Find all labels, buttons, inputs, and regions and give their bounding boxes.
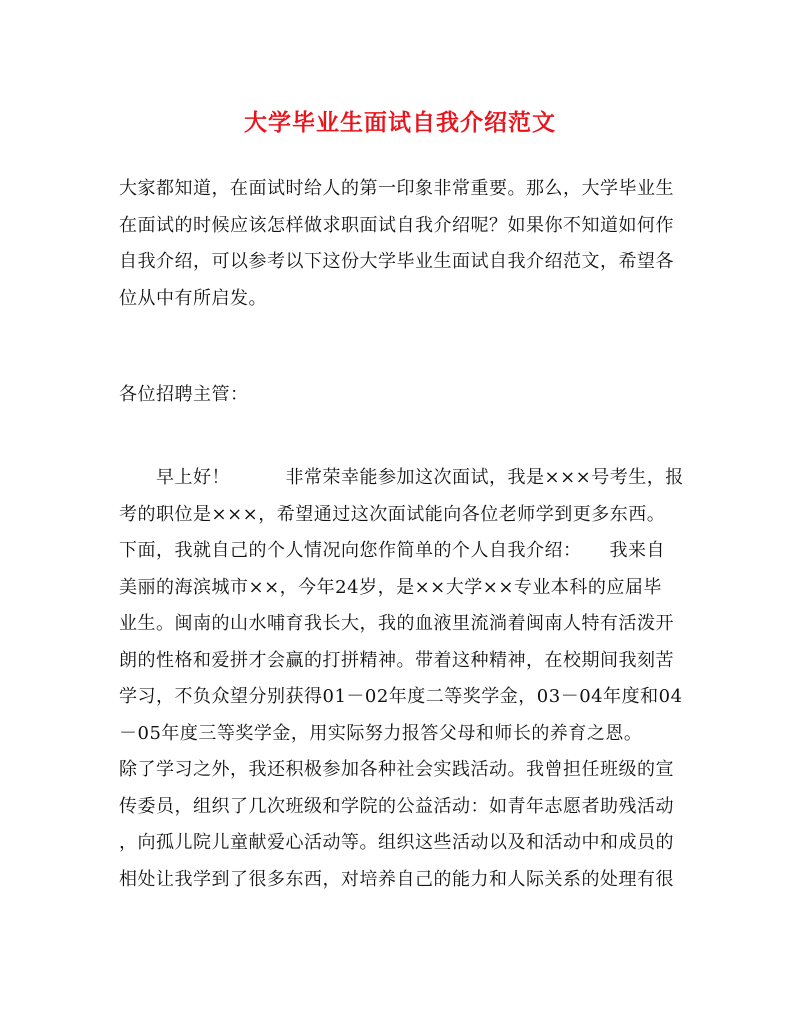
body-line: 学习，不负众望分别获得01－02年度二等奖学金，03－04年度和04 [119, 686, 683, 707]
body-line: 相处让我学到了很多东西，对培养自己的能力和人际关系的处理有很 [119, 868, 674, 890]
intro-line: 在面试的时候应该怎样做求职面试自我介绍呢？如果你不知道如何作 [119, 214, 674, 236]
intro-line: 位从中有所启发。 [119, 287, 267, 309]
intro-line: 自我介绍，可以参考以下这份大学毕业生面试自我介绍范文，希望各 [119, 251, 674, 272]
intro-line: 大家都知道，在面试时给人的第一印象非常重要。那么，大学毕业生 [119, 178, 674, 199]
salutation: 各位招聘主管： [119, 384, 249, 405]
body-line: 下面，我就自己的个人情况向您作简单的个人自我介绍： 我来自 [119, 540, 665, 561]
body-line: ，向孤儿院儿童献爱心活动等。组织这些活动以及和活动中和成员的 [119, 832, 674, 853]
salutation-paragraph [119, 377, 689, 414]
body-paragraph [119, 460, 689, 898]
body-line: －05年度三等奖学金，用实际努力报答父母和师长的养育之恩。 [119, 722, 643, 744]
body-line: 除了学习之外，我还积极参加各种社会实践活动。我曾担任班级的宣 [119, 759, 674, 780]
body-line: 朗的性格和爱拼才会赢的打拼精神。带着这种精神，在校期间我刻苦 [119, 649, 674, 671]
body-line: 美丽的海滨城市××，今年24岁，是××大学××专业本科的应届毕 [119, 576, 662, 598]
body-line: 业生。闽南的山水哺育我长大，我的血液里流淌着闽南人特有活泼开 [119, 613, 674, 634]
document-title: 大学毕业生面试自我介绍范文 [244, 109, 556, 136]
body-line: 早上好！ 非常荣幸能参加这次面试，我是×××号考生，报 [119, 467, 684, 488]
body-line: 传委员，组织了几次班级和学院的公益活动：如青年志愿者助残活动 [119, 795, 674, 817]
body-line: 考的职位是×××，希望通过这次面试能向各位老师学到更多东西。 [119, 503, 666, 525]
intro-paragraph [119, 171, 689, 317]
